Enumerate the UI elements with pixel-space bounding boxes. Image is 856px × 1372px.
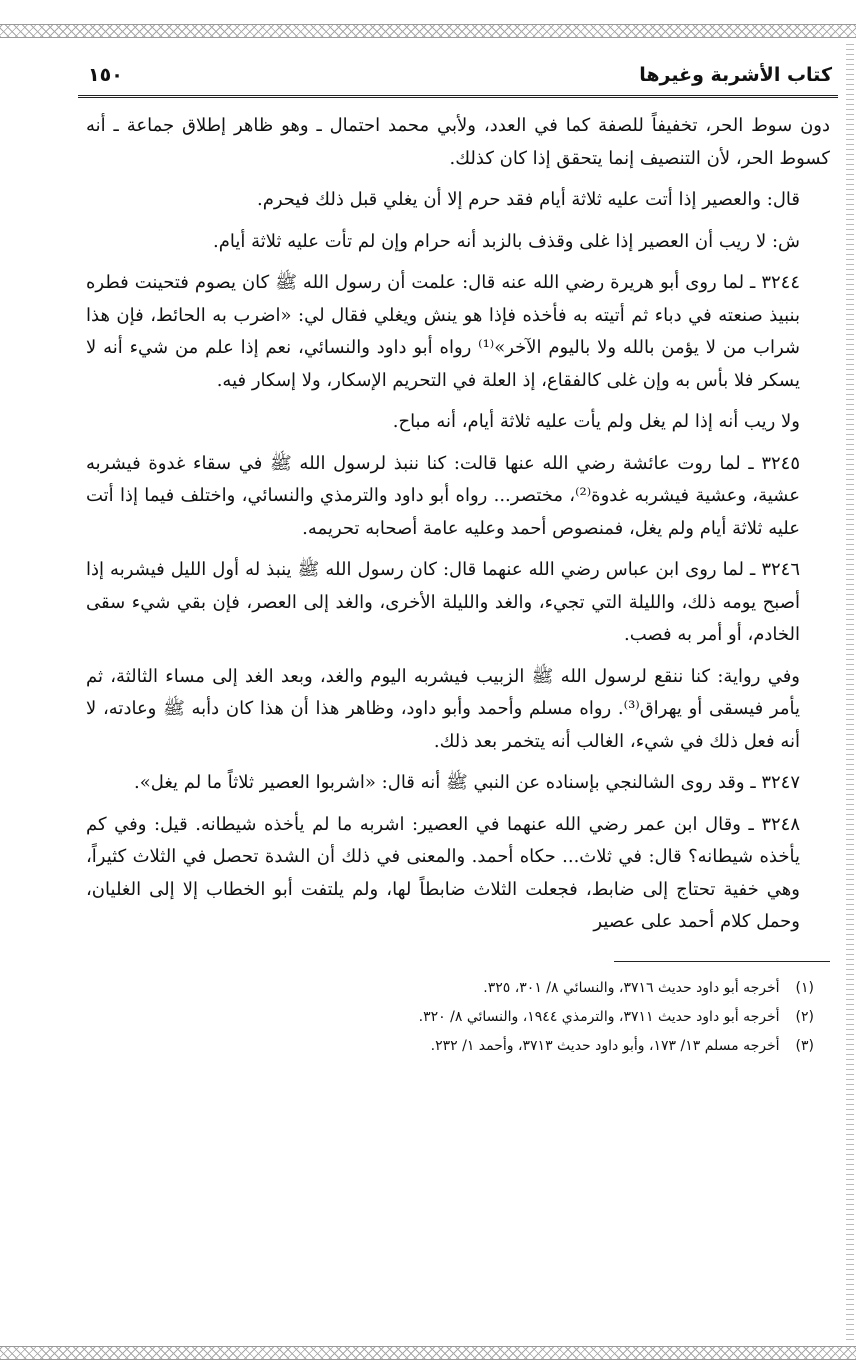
footnote-text: أخرجه مسلم ١٣/ ١٧٣، وأبو داود حديث ٣٧١٣، وأحمد ١/ ٢٣٢.	[430, 1037, 780, 1054]
hadith-paragraph: ٣٢٤٧ ـ وقد روى الشالنجي بإسناده عن النبي ﷺ أنه قال: «اشربوا العصير ثلاثاً ما لم يغل».	[133, 772, 800, 793]
page-body	[78, 110, 838, 939]
hadith-paragraph: ٣٢٤٨ ـ وقال ابن عمر رضي الله عنهما في العصير: اشربه ما لم يأخذه شيطانه. قيل: وفي كم يأخذه شيطانه؟ قال: في ثلاث... حكاه أحمد. والمعنى في ذلك أن الشدة تحصل في الثلاث كثيراً، وهي خفية تحتاج إلى ضابط، فجعلت الثلاث ضابطاً لها، ولم يلتفت أبو الخطاب إلا إلى الغليان، وحمل كلام أحمد على عصير	[86, 813, 800, 932]
page-header	[78, 55, 838, 98]
book-page	[78, 55, 838, 1061]
top-ornamental-border	[0, 24, 856, 38]
footnote	[78, 1003, 838, 1032]
footnote	[78, 974, 838, 1003]
running-title: كتاب الأشربة وغيرها	[639, 64, 832, 86]
footnote-text: أخرجه أبو داود حديث ٣٧١١، والترمذي ١٩٤٤، والنسائي ٨/ ٣٢٠.	[418, 1008, 780, 1025]
paragraph: دون سوط الحر، تخفيفاً للصفة كما في العدد، ولأبي محمد احتمال ـ وهو ظاهر إطلاق جماعة ـ أنه كسوط الحر، لأن التنصيف إنما يتحقق إذا كان كذلك.	[86, 115, 830, 169]
paragraph: وفي رواية: كنا ننقع لرسول الله ﷺ الزبيب فيشربه اليوم والغد، وبعد الغد إلى مساء الثالثة، ثم يأمر فيسقى أو يهراق⁽³⁾. رواه مسلم وأحمد وأبو داود، وظاهر هذا أن هذا كان دأبه ﷺ وعادته، لا أنه فعل ذلك في شيء، الغالب أنه يتخمر بعد ذلك.	[86, 665, 800, 752]
footnote-separator	[614, 961, 830, 962]
bottom-ornamental-border	[0, 1346, 856, 1360]
paragraph: قال: والعصير إذا أتت عليه ثلاثة أيام فقد حرم إلا أن يغلي قبل ذلك فيحرم.	[257, 189, 800, 210]
footnote-number: (٢)	[795, 1008, 814, 1025]
paragraph: ولا ريب أنه إذا لم يغل ولم يأت عليه ثلاثة أيام، أنه مباح.	[392, 411, 800, 432]
paragraph: ش: لا ريب أن العصير إذا غلى وقذف بالزبد أنه حرام وإن لم تأت عليه ثلاثة أيام.	[213, 230, 800, 252]
footnote	[78, 1032, 838, 1061]
footnote-number: (٣)	[795, 1037, 814, 1054]
footnote-number: (١)	[795, 979, 814, 996]
hadith-paragraph: ٣٢٤٦ ـ لما روى ابن عباس رضي الله عنهما قال: كان رسول الله ﷺ ينبذ له أول الليل فيشربه إذا أصبح يومه ذلك، والليلة التي تجيء، والغد والليلة الأخرى، والغد إلى العصر، فإن بقي شيء سقى الخادم، أو أمر به فصب.	[86, 559, 801, 645]
hadith-paragraph: ٣٢٤٤ ـ لما روى أبو هريرة رضي الله عنه قال: علمت أن رسول الله ﷺ كان يصوم فتحينت فطره بنبيذ صنعته في دباء ثم أتيته به فأخذه فإذا هو ينش ويغلي فقال لي: «اضرب به الحائط، فإن هذا شراب من لا يؤمن بالله ولا باليوم الآخر»⁽¹⁾ رواه أبو داود والنسائي، نعم إذا علم من شيء أنه لا يسكر فلا بأس به وإن غلى كالفقاع، إذ العلة في التحريم الإسكار، ولا إسكار فيه.	[86, 272, 800, 391]
footnote-text: أخرجه أبو داود حديث ٣٧١٦، والنسائي ٨/ ٣٠١، ٣٢٥.	[483, 979, 780, 996]
page-number: ١٥٠	[88, 64, 123, 86]
footnotes	[78, 974, 838, 1061]
right-ornamental-border	[846, 40, 854, 1340]
hadith-paragraph: ٣٢٤٥ ـ لما روت عائشة رضي الله عنها قالت: كنا ننبذ لرسول الله ﷺ في سقاء غدوة فيشربه عشية، وعشية فيشربه غدوة⁽²⁾، مختصر... رواه أبو داود والترمذي والنسائي، واختلف فيما إذا أتت عليه ثلاثة أيام ولم يغل، فمنصوص أحمد وعليه عامة أصحابه تحريمه.	[86, 452, 800, 539]
